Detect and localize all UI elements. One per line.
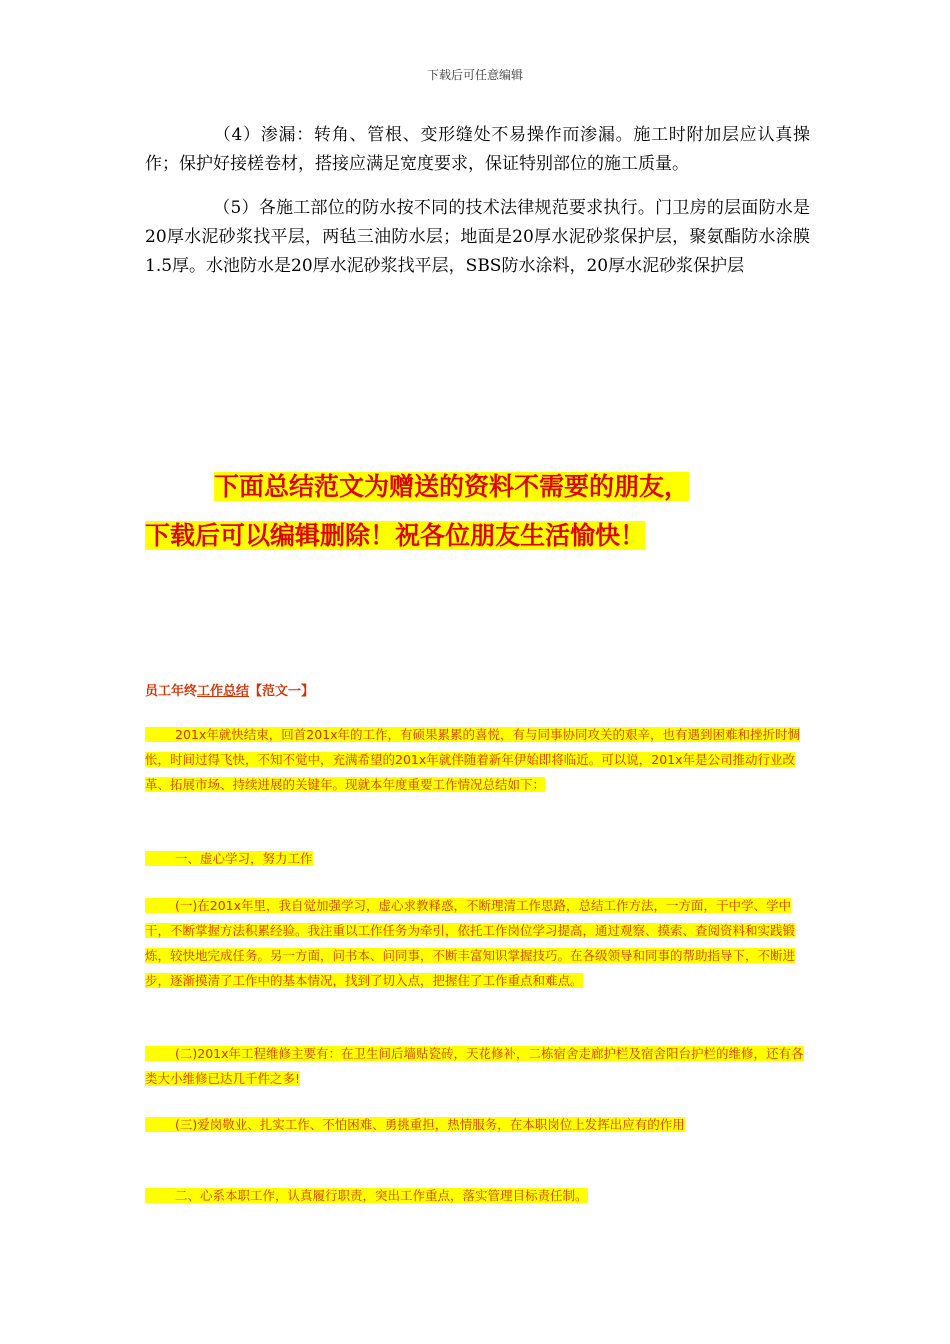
sample-item-2-text: (二)201x年工程维修主要有：在卫生间后墙贴瓷砖，天花修补，二栋宿舍走廊护栏及宿舍阳台护栏的维修，还有各类大小维修已达几千件之多! [145, 1046, 804, 1086]
notice-line-2 [145, 519, 795, 553]
notice-line-2-text: 下载后可以编辑删除！祝各位朋友生活愉快！ [145, 521, 646, 550]
sample-item-2 [145, 1041, 810, 1091]
paragraph-4-text: （4）渗漏：转角、管根、变形缝处不易操作而渗漏。施工时附加层应认真操作；保护好接槎卷材，搭接应满足宽度要求，保证特别部位的施工质量。 [145, 125, 810, 174]
paragraph-5-text: （5）各施工部位的防水按不同的技术法律规范要求执行。门卫房的层面防水是20厚水泥砂浆找平层，两毡三油防水层；地面是20厚水泥砂浆保护层，聚氨酯防水涂膜1.5厚。水池防水是20厚水泥砂浆找平层，SBS防水涂料，20厚水泥砂浆保护层 [145, 198, 810, 276]
sample-item-1-text: (一)在201x年里，我自觉加强学习，虚心求教释惑，不断理清工作思路，总结工作方法，一方面，干中学、学中干，不断掌握方法积累经验。我注重以工作任务为牵引，依托工作岗位学习提高，通过观察、摸索、查阅资料和实践锻炼，较快地完成任务。另一方面，问书本、问同事，不断丰富知识掌握技巧。在各级领导和同事的帮助指导下，不断进步，逐渐摸清了工作中的基本情况，找到了切入点，把握住了工作重点和难点。 [145, 898, 796, 988]
sample-item-3-text: (三)爱岗敬业、扎实工作、不怕困难、勇挑重担，热情服务，在本职岗位上发挥出应有的作用 [175, 1117, 685, 1132]
sample-intro [145, 722, 810, 797]
sample-item-1 [145, 893, 810, 993]
page-header: 下载后可任意编辑 [426, 68, 523, 82]
notice-line-1 [214, 470, 864, 504]
paragraph-4 [145, 121, 810, 179]
sample-heading-1 [145, 846, 810, 871]
sample-title-link[interactable]: 工作总结 [197, 684, 250, 699]
notice-line-1-text: 下面总结范文为赠送的资料不需要的朋友， [214, 472, 690, 501]
sample-heading-1-text: 一、虚心学习，努力工作 [175, 851, 313, 866]
sample-item-3 [145, 1112, 810, 1137]
sample-heading-2 [145, 1183, 810, 1208]
sample-intro-text: 201x年就快结束，回首201x年的工作，有硕果累累的喜悦，有与同事协同攻关的艰辛，也有遇到困难和挫折时惆怅，时间过得飞快，不知不觉中，充满希望的201x年就伴随着新年伊始即将临近。可以说，201x年是公司推动行业改革、拓展市场、持续进展的关键年。现就本年度重要工作情况总结如下： [145, 727, 801, 792]
sample-title [145, 679, 810, 704]
sample-title-suffix: 【范文一】 [249, 684, 315, 699]
sample-heading-2-text: 二、心系本职工作，认真履行职责，突出工作重点，落实管理目标责任制。 [175, 1188, 588, 1203]
sample-title-prefix: 员工年终 [145, 684, 198, 699]
paragraph-5 [145, 194, 810, 281]
